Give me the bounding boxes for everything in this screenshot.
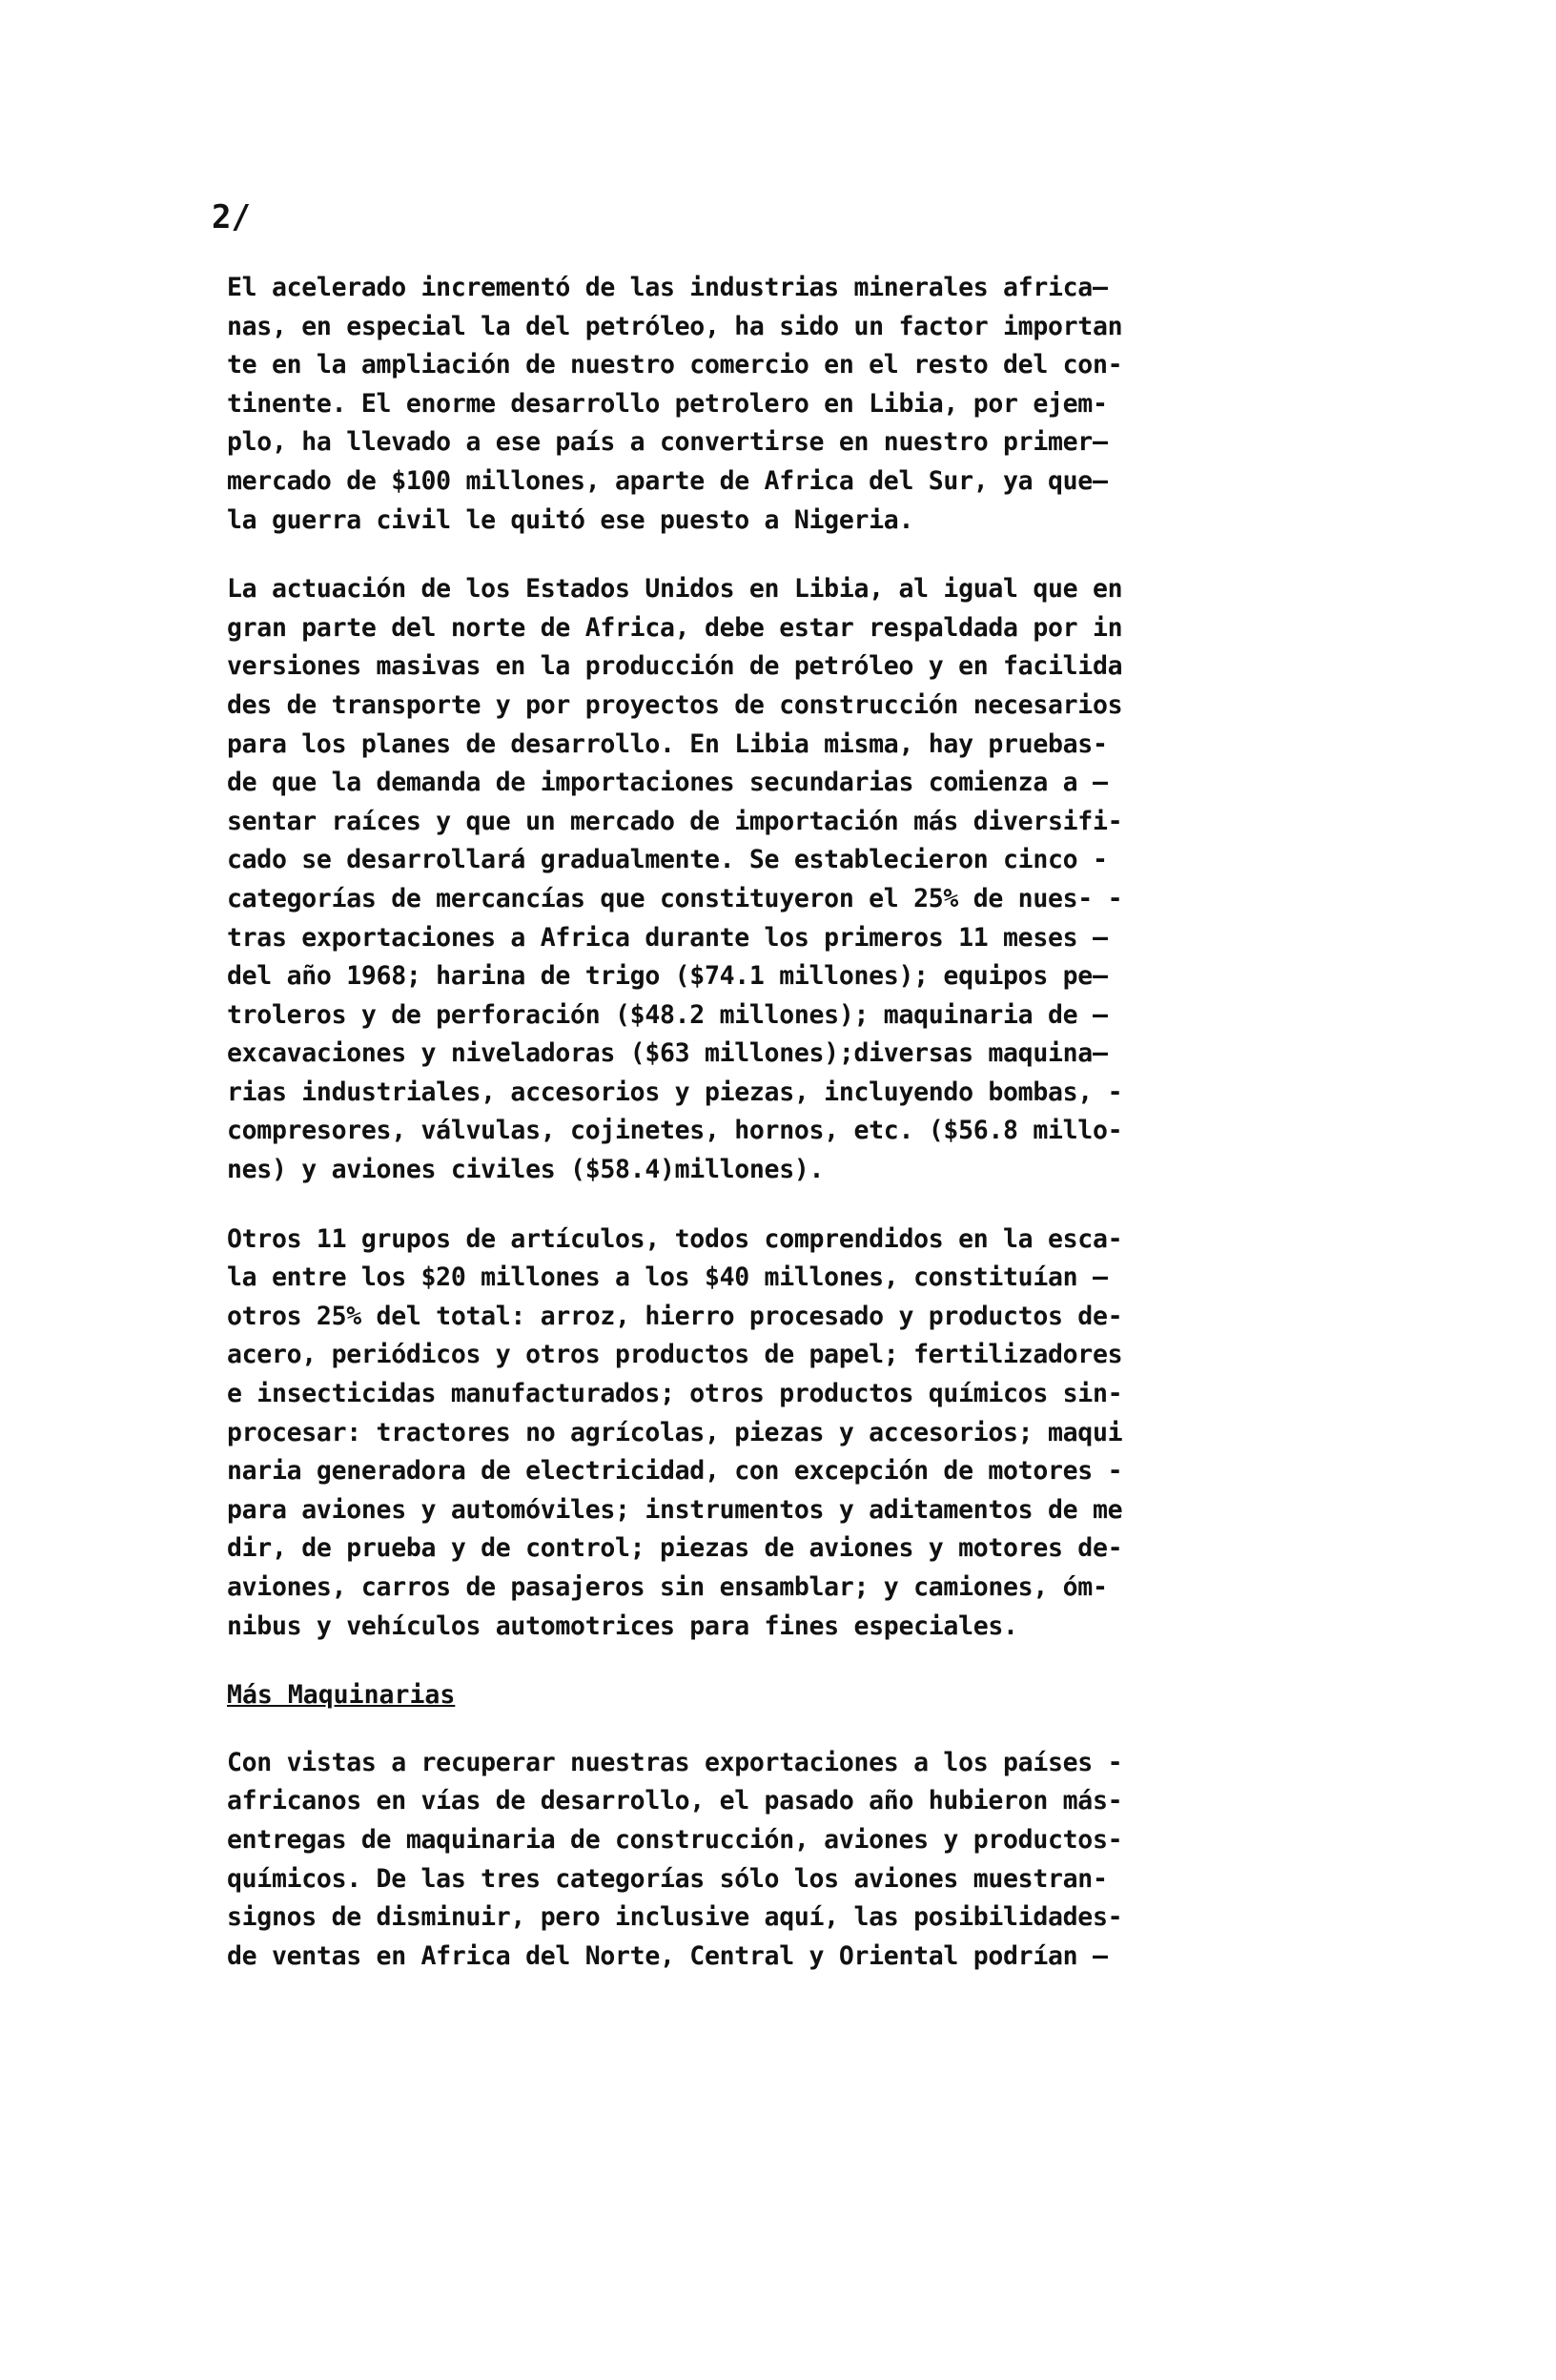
text-line: dir, de prueba y de control; piezas de aviones y motores de- bbox=[227, 1533, 1123, 1564]
text-line: Con vistas a recuperar nuestras exportaciones a los países - bbox=[227, 1747, 1123, 1777]
text-line: sentar raíces y que un mercado de importación más diversifi- bbox=[227, 806, 1123, 836]
text-line: nibus y vehículos automotrices para fines especiales. bbox=[227, 1611, 1018, 1641]
text-line: e insecticidas manufacturados; otros productos químicos sin- bbox=[227, 1379, 1123, 1409]
text-line: africanos en vías de desarrollo, el pasado año hubieron más- bbox=[227, 1786, 1123, 1816]
text-line: tinente. El enorme desarrollo petrolero en Libia, por ejem- bbox=[227, 388, 1108, 419]
text-line: Otros 11 grupos de artículos, todos comprendidos en la esca- bbox=[227, 1223, 1123, 1254]
text-line: signos de disminuir, pero inclusive aquí, las posibilidades- bbox=[227, 1902, 1123, 1933]
text-line: rias industriales, accesorios y piezas, incluyendo bombas, - bbox=[227, 1077, 1123, 1107]
text-line: gran parte del norte de Africa, debe estar respaldada por in bbox=[227, 612, 1123, 643]
text-line: tras exportaciones a Africa durante los primeros 11 meses — bbox=[227, 922, 1108, 953]
text-line: mercado de $100 millones, aparte de Africa del Sur, ya que— bbox=[227, 465, 1108, 496]
text-line: aviones, carros de pasajeros sin ensamblar; y camiones, óm- bbox=[227, 1572, 1108, 1602]
text-line: versiones masivas en la producción de petróleo y en facilida bbox=[227, 651, 1123, 682]
text-line: excavaciones y niveladoras ($63 millones);diversas maquina— bbox=[227, 1038, 1108, 1069]
text-line: des de transporte y por proyectos de construcción necesarios bbox=[227, 689, 1123, 720]
page-number: 2/ bbox=[212, 198, 251, 236]
text-line: nes) y aviones civiles ($58.4)millones). bbox=[227, 1155, 825, 1185]
text-line: El acelerado incrementó de las industrias minerales africa— bbox=[227, 273, 1108, 302]
text-line: para los planes de desarrollo. En Libia misma, hay pruebas- bbox=[227, 728, 1108, 759]
paragraph-otros-grupos bbox=[227, 1221, 1409, 1647]
text-line: La actuación de los Estados Unidos en Libia, al igual que en bbox=[227, 574, 1123, 605]
section-heading: Más Maquinarias bbox=[227, 1680, 456, 1711]
body-text bbox=[227, 269, 1409, 2006]
text-line: del año 1968; harina de trigo ($74.1 millones); equipos pe— bbox=[227, 961, 1108, 992]
text-line: químicos. De las tres categorías sólo los aviones muestran- bbox=[227, 1863, 1108, 1894]
text-line: la entre los $20 millones a los $40 millones, constituían — bbox=[227, 1262, 1108, 1293]
text-line: procesar: tractores no agrícolas, piezas y accesorios; maqui bbox=[227, 1417, 1123, 1447]
text-line: otros 25% del total: arroz, hierro procesado y productos de- bbox=[227, 1301, 1123, 1331]
text-line: troleros y de perforación ($48.2 millones); maquinaria de — bbox=[227, 999, 1108, 1030]
text-line: entregas de maquinaria de construcción, aviones y productos- bbox=[227, 1824, 1123, 1855]
text-line: para aviones y automóviles; instrumentos y aditamentos de me bbox=[227, 1494, 1123, 1525]
text-line: compresores, válvulas, cojinetes, hornos, etc. ($56.8 millo- bbox=[227, 1116, 1123, 1146]
text-line: de que la demanda de importaciones secundarias comienza a — bbox=[227, 768, 1108, 798]
text-line: plo, ha llevado a ese país a convertirse en nuestro primer— bbox=[227, 427, 1108, 458]
text-line: cado se desarrollará gradualmente. Se establecieron cinco - bbox=[227, 845, 1108, 875]
text-line: te en la ampliación de nuestro comercio en el resto del con- bbox=[227, 350, 1123, 380]
paragraph-petroleo bbox=[227, 269, 1409, 540]
text-line: nas, en especial la del petróleo, ha sido un factor importan bbox=[227, 311, 1123, 341]
text-line: naria generadora de electricidad, con excepción de motores - bbox=[227, 1456, 1123, 1487]
text-line: acero, periódicos y otros productos de papel; fertilizadores bbox=[227, 1340, 1123, 1370]
text-line: categorías de mercancías que constituyeron el 25% de nues- - bbox=[227, 883, 1123, 913]
paragraph-libia bbox=[227, 570, 1409, 1190]
paragraph-maquinarias bbox=[227, 1744, 1409, 1977]
text-line: de ventas en Africa del Norte, Central y Oriental podrían — bbox=[227, 1940, 1108, 1971]
text-line: la guerra civil le quitó ese puesto a Nigeria. bbox=[227, 504, 914, 535]
